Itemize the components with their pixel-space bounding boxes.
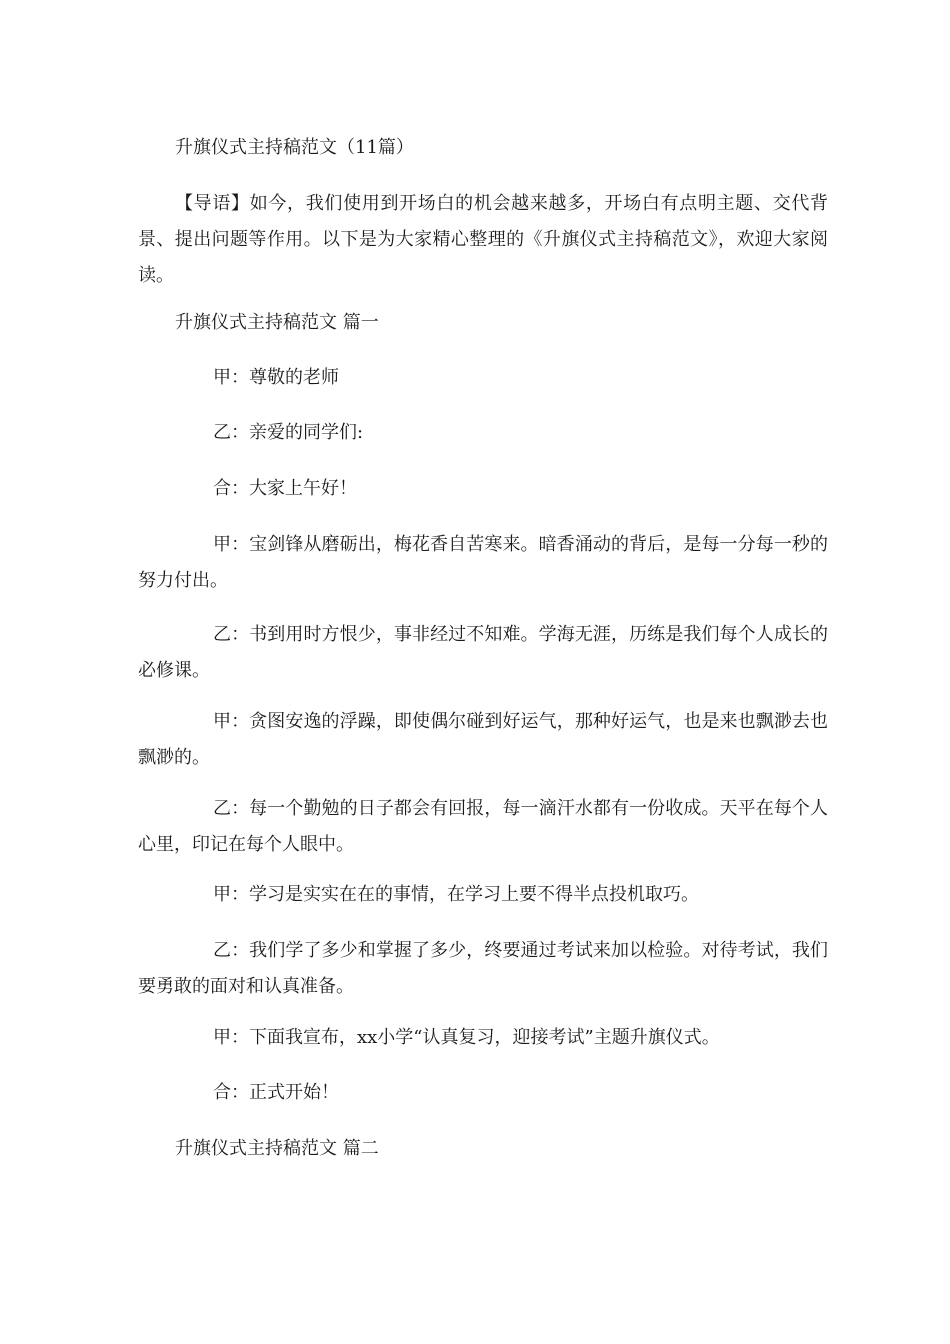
dialogue-line: 乙：亲爱的同学们: <box>213 422 364 443</box>
intro-paragraph: 【导语】如今，我们使用到开场白的机会越来越多，开场白有点明主题、交代背景、提出问题等作用。以下是为大家精心整理的《升旗仪式主持稿范文》，欢迎大家阅读。 <box>138 193 828 286</box>
section-heading-2: 升旗仪式主持稿范文 篇二 <box>175 1138 379 1159</box>
dialogue-line: 合：大家上午好！ <box>213 478 357 499</box>
dialogue-line: 甲：学习是实实在在的事情，在学习上要不得半点投机取巧。 <box>213 884 699 905</box>
dialogue-line: 甲：尊敬的老师 <box>213 367 339 388</box>
document-title: 升旗仪式主持稿范文（11篇） <box>175 137 414 158</box>
dialogue-paragraph: 乙：每一个勤勉的日子都会有回报，每一滴汗水都有一份收成。天平在每个人心里，印记在每个人眼中。 <box>138 798 828 855</box>
dialogue-paragraph: 甲：贪图安逸的浮躁，即使偶尔碰到好运气，那种好运气，也是来也飘渺去也飘渺的。 <box>138 711 828 768</box>
dialogue-line: 合：正式开始！ <box>213 1082 339 1103</box>
dialogue-paragraph: 乙：书到用时方恨少，事非经过不知难。学海无涯，历练是我们每个人成长的必修课。 <box>138 624 828 681</box>
section-heading-1: 升旗仪式主持稿范文 篇一 <box>175 312 379 333</box>
dialogue-line: 甲：下面我宣布，xx小学“认真复习，迎接考试”主题升旗仪式。 <box>213 1027 720 1048</box>
dialogue-paragraph: 甲：宝剑锋从磨砺出，梅花香自苦寒来。暗香涌动的背后，是每一分每一秒的努力付出。 <box>138 534 828 591</box>
dialogue-paragraph: 乙：我们学了多少和掌握了多少，终要通过考试来加以检验。对待考试，我们要勇敢的面对和认真准备。 <box>138 940 828 997</box>
